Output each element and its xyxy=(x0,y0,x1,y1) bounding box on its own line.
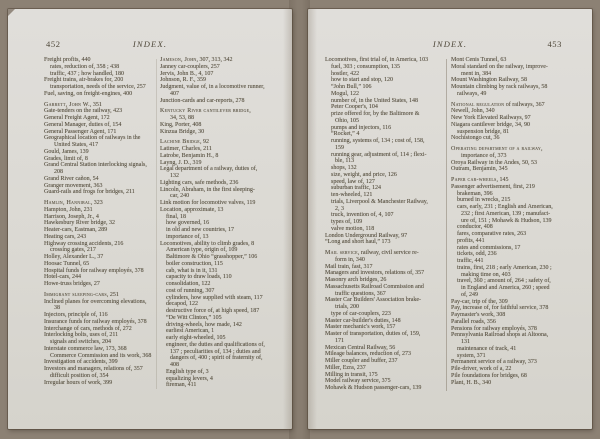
index-entry-line: Latrobe, Benjamin H., 8 xyxy=(160,152,219,159)
index-entry-line: destructive force of, at high speed, 187 xyxy=(166,308,260,314)
index-entry-line: “De Witt Clinton,” 105 xyxy=(166,314,222,321)
index-entry-line: ment in, 384 xyxy=(461,70,492,77)
index-entry-line: Holley, Alexander L., 37 xyxy=(44,254,104,260)
left-page xyxy=(8,9,292,429)
index-entry-line: Mountain climbing by rack railways, 58 xyxy=(451,84,548,90)
index-entry-line: Hospital funds for railway employés, 378 xyxy=(44,267,144,274)
index-entry-line: hostler, 422 xyxy=(331,70,360,77)
index-entry-line: Pensions for railway employés, 378 xyxy=(451,325,537,332)
index-entry-line: profits, 441 xyxy=(457,237,485,244)
index-entry-line: 171 xyxy=(335,337,344,344)
index-entry-line: traffic questions, 367 xyxy=(335,290,386,297)
index-entry-line: Model railway service, 375 xyxy=(325,378,391,385)
index-entry-line: Locomotives, first trial of, in America, 103 xyxy=(325,57,429,63)
index-entry-line: types of, 109 xyxy=(331,219,363,225)
index-entry-line: Mont Cenis Tunnel, 63 xyxy=(451,57,507,63)
index-entry-smallcaps: Hamlin, Hannibal xyxy=(44,200,91,206)
index-entry-smallcaps: Operating department of a railway, xyxy=(451,146,543,152)
index-entry-line: form in, 340 xyxy=(335,256,365,263)
index-entry-line: cost of running, 307 xyxy=(166,287,215,294)
index-entry-line: 132 xyxy=(170,173,179,179)
index-entry-line: Investors and managers, relations of, 357 xyxy=(44,366,143,372)
index-entry-line: Investigation of accidents, 399 xyxy=(44,359,118,366)
index-entry-line: shops, 132 xyxy=(331,165,357,171)
index-entry-line: Hoosac Tunnel, 65 xyxy=(44,260,90,267)
index-entry-line: Paymaster's work, 308 xyxy=(451,312,506,318)
index-entry-line: Master of transportation, duties of, 159, xyxy=(325,331,421,337)
index-entry-line: Grades, limit of, 8 xyxy=(44,155,88,162)
index-entry-line: Mount Washington Railway, 58 xyxy=(451,77,528,84)
index-entry-line: Judgment, value of, in a locomotive runner, xyxy=(160,84,265,90)
index-entry-line: Mogul, 122 xyxy=(331,90,360,97)
index-entry-smallcaps: Garrett, John W. xyxy=(44,101,90,108)
index-entry-line: Ohio, 105 xyxy=(335,117,359,124)
index-entry-line: crossing gates, 217 xyxy=(50,247,96,254)
page-number-left: 452 xyxy=(46,39,61,49)
index-entry-line: Harrison, Joseph, Jr., 4 xyxy=(44,213,99,220)
index-entry-line: Gate-tenders on the railway, 423 xyxy=(44,108,123,115)
index-entry-line: Master mechanic's work, 157 xyxy=(325,324,396,331)
index-entry-line: Immigrant sleeping-cars, 251 xyxy=(44,291,119,298)
index-entry-smallcaps: Jameson, John xyxy=(160,57,197,63)
index-entry-line: number of, in the United States, 148 xyxy=(331,97,418,104)
index-title-right: INDEX. xyxy=(432,39,468,49)
index-entry-line: suspension bridge, 81 xyxy=(457,128,510,135)
index-entry-line: Grand River cañon, 54 xyxy=(44,175,99,182)
index-entry-line: 159 xyxy=(335,144,344,151)
index-entry-line: making time on, 403 xyxy=(461,271,511,278)
index-entry-line: Highway crossing accidents, 216 xyxy=(44,240,124,247)
index-entry-line: 34, 53, 88 xyxy=(170,115,194,121)
index-entry-line: Grand Central Station interlocking signals, xyxy=(44,162,147,169)
index-entry-line: ten-wheeled, 121 xyxy=(331,192,373,198)
index-entry-line: Pay-car, trip of the, 309 xyxy=(451,298,508,305)
index-entry-line: maintenance of track, 41 xyxy=(457,345,517,352)
index-entry-line: Mileage balances, reduction of, 273 xyxy=(325,351,411,358)
index-entry-line: travel, 360 ; amount of, 264 ; safety of, xyxy=(457,278,551,285)
index-entry-line: King, Porter, 408 xyxy=(160,121,202,128)
index-entry-line: Moral standard on the railway, improve- xyxy=(451,63,548,70)
index-entry-line: 137 ; peculiarities of, 134 ; duties and xyxy=(170,348,261,355)
index-entry-line: burned in wrecks, 215 xyxy=(457,197,511,204)
index-entry-line: speed, law of, 127 xyxy=(331,178,375,185)
index-entry-line: Latimer, Charles, 211 xyxy=(160,146,212,152)
index-entry-line: tickets, odd, 236 xyxy=(457,251,497,258)
index-entry-line: Location, approximate, 13 xyxy=(160,206,224,213)
index-entry-line: Pile-driver, work of a, 22 xyxy=(451,366,512,372)
index-entry-line: “John Bull,” 106 xyxy=(331,84,372,90)
index-entry-line: earliest American, 1 xyxy=(166,328,215,335)
index-entry-line: pumps and injectors, 116 xyxy=(331,124,392,131)
index-entry-line: ure of, 151 ; Mohawk & Hudson, 139 xyxy=(461,217,552,224)
index-entry-line: Interchange of cars, methods of, 272 xyxy=(44,325,132,332)
index-column xyxy=(44,57,160,386)
index-entry-line: cab, what is in it, 131 xyxy=(166,267,218,274)
index-entry-line: importance of, 13 xyxy=(166,233,209,240)
index-entry-line: type of car-couplers, 223 xyxy=(331,310,391,317)
left-page-header xyxy=(8,39,292,51)
index-entry-line: Niagara cantilever bridge, 34, 90 xyxy=(451,121,530,128)
index-entry-line: in old and new countries, 17 xyxy=(166,227,234,233)
index-entry-line: trials, Liverpool & Manchester Railway, xyxy=(331,198,428,205)
index-entry-line: in England and America, 260 ; speed xyxy=(461,285,550,291)
index-entry-line: Janney car-couplers, 257 xyxy=(160,63,220,70)
index-entry-line: Geographical location of railways in the xyxy=(44,135,141,142)
index-entry-line: Mail service, railway, civil service re- xyxy=(325,250,419,256)
index-entry-line: “Long and short haul,” 173 xyxy=(325,239,391,246)
right-page xyxy=(308,9,592,429)
index-entry-line: Master Car Builders' Association brake- xyxy=(325,297,422,304)
index-entry-line: Interstate commerce law, 173, 368 xyxy=(44,345,127,352)
index-entry-line: 408 xyxy=(170,362,179,368)
page-number-right: 453 xyxy=(547,39,562,49)
index-entry-smallcaps: Kentucky River cantilever bridge, xyxy=(160,108,252,115)
index-entry-smallcaps: Mail service xyxy=(325,250,358,256)
index-entry-line: system, 371 xyxy=(457,352,486,359)
index-entry-line: Lighting cars, safe methods, 236 xyxy=(160,179,239,186)
index-entry-line: fireman, 411 xyxy=(166,382,197,389)
index-entry-line xyxy=(160,108,291,115)
index-entry-line: 232 ; first American, 139 ; manufact- xyxy=(461,210,551,217)
index-entry-line: Massachusetts Railroad Commission and xyxy=(325,283,424,290)
index-entry-line: Lachine Bridge, 92 xyxy=(160,139,209,146)
index-entry-line: Jameson, John, 307, 313, 342 xyxy=(160,57,233,63)
index-entry-line: cylinders, how supplied with steam, 117 xyxy=(166,294,263,301)
index-entry-line: Fuel, saving, on freight-engines, 400 xyxy=(44,90,133,97)
index-entry-line: fuel, 303 ; consumption, 135 xyxy=(331,63,400,70)
index-entry-line: New York Elevated Railways, 97 xyxy=(451,115,531,121)
index-entry-line: consolidation, 122 xyxy=(166,281,211,287)
index-entry-line: Hamlin, Hannibal, 323 xyxy=(44,200,103,206)
index-title-left: INDEX. xyxy=(132,39,168,49)
index-entry-line: valve motion, 118 xyxy=(331,225,375,232)
index-entry-line: English type of, 3 xyxy=(166,368,209,375)
index-entry-line: Managers and investors, relations of, 357 xyxy=(325,270,425,277)
index-entry-line: Kinzua Bridge, 30 xyxy=(160,128,205,135)
index-entry-line: Howe-truss bridges, 27 xyxy=(44,281,100,287)
index-entry-line: boiler construction, 115 xyxy=(166,260,223,267)
index-entry-line: General Freight Agent, 172 xyxy=(44,115,110,121)
index-entry-line: engineer, the duties and qualifications of, xyxy=(166,341,265,348)
index-entry-line: Heater-cars, Eastman, 289 xyxy=(44,227,108,233)
index-entry-line: Johnson, R. F., 359 xyxy=(160,77,207,84)
index-entry-line: Junction-cards and car-reports, 278 xyxy=(160,97,245,104)
index-entry-line: Pennsylvania Railroad shops at Altoona, xyxy=(451,332,549,339)
index-entry-line: Miller, Ezra, 237 xyxy=(325,364,366,371)
index-entry-line: trials, 200 xyxy=(335,304,359,310)
index-entry-line: Insurance funds for railway employés, 378 xyxy=(44,318,147,325)
index-entry-line: Jervis, John B., 4, 107 xyxy=(160,70,214,77)
index-entry-line: conductor, 408 xyxy=(457,224,493,231)
index-entry-line: truck, invention of, 4, 107 xyxy=(331,212,394,219)
index-entry-line: Pile foundations for bridges, 68 xyxy=(451,372,527,379)
index-entry-line: London Underground Railway, 97 xyxy=(325,232,408,239)
index-entry-line: difficult position of, 354 xyxy=(50,372,109,379)
index-entry-line: Miller coupler and buffer, 237 xyxy=(325,358,398,364)
index-entry-line: Master car-builder's duties, 148 xyxy=(325,317,401,324)
index-entry-line: Peter Cooper's, 104 xyxy=(331,104,378,111)
index-entry-smallcaps: National regulation xyxy=(451,101,505,108)
index-entry-line: trains, first, 218 ; early American, 230 ; xyxy=(457,264,552,271)
index-entry-line: Locomotives, ability to climb grades, 8 xyxy=(160,240,255,247)
index-entry-line: Newell, John, 340 xyxy=(451,108,495,115)
index-entry-line: Hawkesbury River bridge, 32 xyxy=(44,220,115,227)
index-entry-line: Paper car-wheels, 145 xyxy=(451,177,509,183)
index-entry-line: National regulation of railways, 367 xyxy=(451,101,545,108)
index-entry-line: prize offered for, by the Baltimore & xyxy=(331,111,420,117)
index-entry-line: Parallel roads, 356 xyxy=(451,318,496,325)
index-entry-line: Masonry arch bridges, 26 xyxy=(325,277,387,283)
index-entry-line: United States, 417 xyxy=(54,142,99,148)
index-entry-line: Garrett, John W., 351 xyxy=(44,101,102,108)
index-entry-smallcaps: Immigrant sleeping-cars xyxy=(44,291,107,298)
index-entry-line: Hotel-cars, 244 xyxy=(44,274,81,281)
index-entry-line: Commerce Commission and its work, 368 xyxy=(50,352,152,359)
index-entry-line: Outram, Benjamin, 345 xyxy=(451,166,508,173)
index-entry-line: ble, 113 xyxy=(335,158,355,165)
index-entry-line: decapod, 122 xyxy=(166,301,198,308)
column-rule xyxy=(446,59,447,391)
index-entry-line: Irregular hours of work, 399 xyxy=(44,379,113,386)
index-entry-smallcaps: Lachine Bridge xyxy=(160,139,200,146)
index-entry-smallcaps: Paper car-wheels xyxy=(451,177,497,183)
index-entry-line: American type, origin of, 109 xyxy=(166,247,238,254)
index-entry-line: traffic, 437 ; how handled, 180 xyxy=(50,70,125,77)
index-entry-line: Heating cars, 243 xyxy=(44,233,87,240)
spine-gap xyxy=(289,0,310,439)
page-corner-fold xyxy=(8,9,15,16)
index-column xyxy=(451,57,583,386)
index-entry-line: equalizing levers, 4 xyxy=(166,375,213,382)
index-entry-line: Legal department of a railway, duties of, xyxy=(160,166,258,173)
index-entry-line: Permanent service of a railway, 373 xyxy=(451,359,537,366)
index-entry-line: Milling in transit, 175 xyxy=(325,371,378,378)
index-entry-line: running gear, adjustment of, 114 ; flexi- xyxy=(331,151,427,158)
index-entry-line: Mexican Central Railway, 56 xyxy=(325,344,396,351)
index-entry-line: transportation, needs of the service, 257 xyxy=(50,84,146,90)
right-page-header xyxy=(308,39,592,51)
index-entry-line: fares, comparative rates, 263 xyxy=(457,231,527,237)
index-entry-line: General Manager, duties of, 154 xyxy=(44,121,122,128)
index-entry-line: Passenger advertisement, first, 219 xyxy=(451,183,535,190)
index-column xyxy=(160,57,291,389)
index-entry-line: Granger movement, 363 xyxy=(44,182,103,189)
index-entry-line: brakeman, 396 xyxy=(457,190,493,197)
index-entry-line: dangers of, 400 ; spirit of fraternity of, xyxy=(170,355,263,362)
index-entry-line: Gould, James, 139 xyxy=(44,148,89,155)
index-entry-line: suburban traffic, 124 xyxy=(331,185,382,192)
index-entry-line: 38 xyxy=(54,305,60,312)
index-entry-line: Freight profits, 440 xyxy=(44,57,91,63)
index-entry-line: Baltimore & Ohio “grasshopper,” 106 xyxy=(166,254,258,260)
index-entry-line: Pay, increase of, for faithful service, 378 xyxy=(451,305,549,312)
index-entry-line: Freight trains, air-brakes for, 200 xyxy=(44,77,124,84)
index-entry-line: Layng, J. D., 319 xyxy=(160,159,202,166)
index-entry-line: Guard-rails and frogs for bridges, 211 xyxy=(44,189,135,196)
index-entry-line: Nochistongo cut, 36 xyxy=(451,135,500,142)
index-entry-line: 407 xyxy=(170,90,179,97)
index-entry-line: Lincoln, Abraham, in the first sleeping- xyxy=(160,186,255,193)
index-entry-line: running, systems of, 134 ; cost of, 158, xyxy=(331,138,425,144)
index-entry-line: Mail train, fast, 317 xyxy=(325,263,373,270)
index-entry-line: importance of, 373 xyxy=(461,152,507,159)
index-entry-line: Plant, H. B., 340 xyxy=(451,379,492,386)
index-entry-line: “Rocket,” 4 xyxy=(331,131,360,138)
index-entry-line: rates and commissions, 17 xyxy=(457,244,521,251)
index-entry-line: car, 240 xyxy=(170,193,190,200)
index-entry-line: early eight-wheeled, 105 xyxy=(166,335,226,341)
index-entry-line: cars, early, 231 ; English and American, xyxy=(457,204,553,210)
index-entry-line: 208 xyxy=(54,169,63,175)
index-entry-line: final, 18 xyxy=(166,213,186,220)
index-entry-line: capacity to draw loads, 110 xyxy=(166,274,232,281)
index-entry-line: Hampton, John, 231 xyxy=(44,206,93,213)
index-entry-line: Oroya Railway in the Andes, 50, 53 xyxy=(451,159,537,166)
index-entry-line: 131 xyxy=(461,339,470,345)
index-column xyxy=(325,57,443,392)
index-entry-line xyxy=(451,146,583,153)
index-entry-line: how governed, 16 xyxy=(166,220,210,227)
index-entry-line: size, weight, and price, 126 xyxy=(331,171,397,178)
index-entry-line: rates, reduction of, 358 ; 438 xyxy=(50,63,120,70)
index-entry-line: of, 249 xyxy=(461,291,478,298)
index-entry-line: how to start and stop, 120 xyxy=(331,77,393,84)
index-entry-line: Injectors, principle of, 116 xyxy=(44,312,108,318)
index-entry-line: railways, 49 xyxy=(457,90,487,97)
index-entry-line: General Passenger Agent, 171 xyxy=(44,128,117,135)
index-entry-line: Link motion for locomotive valves, 119 xyxy=(160,200,256,206)
index-entry-line: Inclined planes for overcoming elevations, xyxy=(44,298,147,305)
index-entry-line: Mohawk & Hudson passenger-cars, 139 xyxy=(325,385,422,391)
index-entry-line: 2, 3 xyxy=(335,205,344,212)
index-entry-line: signals and switches, 204 xyxy=(50,339,111,345)
index-entry-line: driving-wheels, how made, 142 xyxy=(166,321,242,328)
index-entry-line: Interlocking bolts, uses of, 211 xyxy=(44,332,119,339)
index-entry-line: traffic, 441 xyxy=(457,258,484,264)
